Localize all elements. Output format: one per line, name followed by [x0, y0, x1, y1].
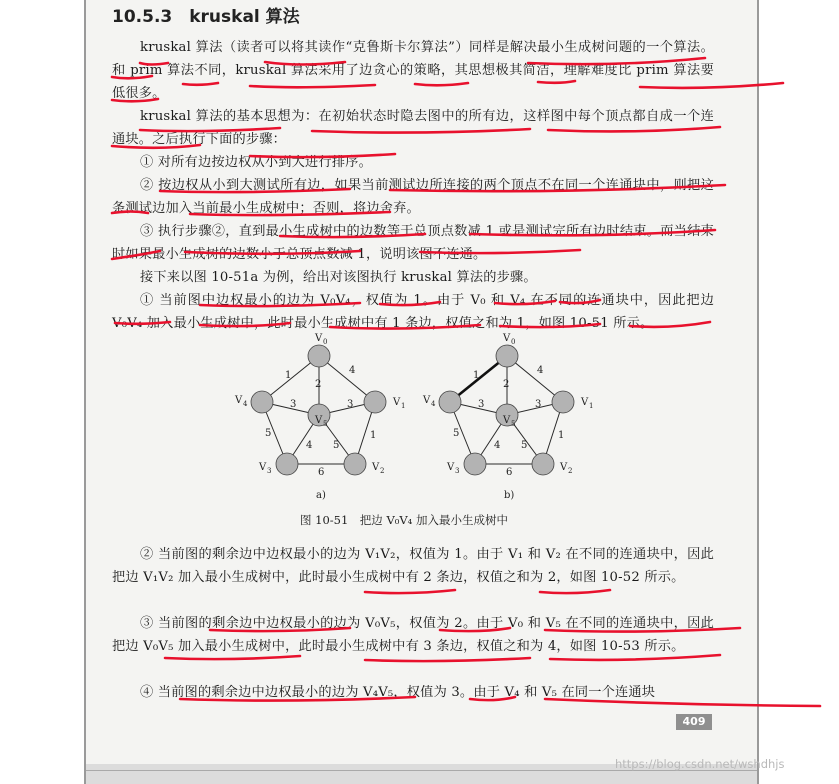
step-3: ③ 执行步骤②，直到最小生成树中的边数等于总顶点数减 1 或是测试完所有边时结束。而当结束时如果最小生成树的边数小于总顶点数减 1，说明该图不连通。	[112, 224, 714, 263]
vertex-subscript: 3	[455, 467, 460, 475]
vertex-subscript: 0	[323, 338, 328, 346]
vertex-label: V	[259, 462, 267, 473]
vertex-label: V	[315, 415, 323, 426]
figure-label-a: a)	[316, 490, 326, 501]
vertex-node	[496, 345, 518, 367]
step-2: ② 按边权从小到大测试所有边，如果当前测试边所连接的两个顶点不在同一个连通块中，则把这条测试边加入当前最小生成树中；否则，将边舍弃。	[112, 178, 714, 217]
edge-weight-label: 1	[285, 370, 292, 381]
vertex-subscript: 0	[511, 338, 516, 346]
vertex-node	[532, 453, 554, 475]
edge-weight-label: 1	[558, 430, 565, 441]
edge-weight-label: 6	[506, 467, 513, 478]
edge-weight-label: 4	[537, 365, 544, 376]
vertex-node	[251, 391, 273, 413]
edge-weight-label: 3	[290, 399, 297, 410]
vertex-node	[439, 391, 461, 413]
example-step-2: ② 当前图的剩余边中边权最小的边为 V₁V₂，权值为 1。由于 V₁ 和 V₂ 在不同的连通块中，因此把边 V₁V₂ 加入最小生成树中，此时最小生成树中有 2 条边，权值之和为 2，如图 10-52 所示。	[112, 547, 714, 586]
vertex-subscript: 4	[243, 400, 248, 408]
vertex-label: V	[315, 333, 323, 344]
vertex-node	[364, 391, 386, 413]
step-1: ① 对所有边按边权从小到大进行排序。	[140, 155, 372, 170]
vertex-label: V	[423, 395, 431, 406]
example-step-1: ① 当前图中边权最小的边为 V₀V₄，权值为 1。由于 V₀ 和 V₄ 在不同的连通块中，因此把边 V₀V₄ 加入最小生成树中，此时最小生成树中有 1 条边，权值之和为 1，如图 10-51 所示。	[112, 293, 714, 332]
watermark: https://blog.csdn.net/wshdhjs	[615, 757, 785, 771]
vertex-label: V	[447, 462, 455, 473]
graph-figure-b	[413, 330, 603, 505]
vertex-label: V	[581, 397, 589, 408]
figure-label-b: b)	[504, 490, 515, 501]
edge-weight-label: 2	[315, 379, 322, 390]
vertex-node	[552, 391, 574, 413]
vertex-subscript: 1	[589, 402, 594, 410]
edge-weight-label: 2	[503, 379, 510, 390]
example-step-4: ④ 当前图的剩余边中边权最小的边为 V₄V₅，权值为 3。由于 V₄ 和 V₅ 在同一个连通块	[140, 685, 656, 700]
paragraph-basic-idea: kruskal 算法的基本思想为：在初始状态时隐去图中的所有边，这样图中每个顶点都自成一个连通块。之后执行下面的步骤：	[112, 109, 714, 148]
vertex-label: V	[560, 462, 568, 473]
edge-weight-label: 1	[473, 370, 480, 381]
vertex-subscript: 2	[568, 467, 573, 475]
vertex-node	[308, 345, 330, 367]
vertex-label: V	[372, 462, 380, 473]
vertex-label: V	[503, 415, 511, 426]
vertex-node	[276, 453, 298, 475]
paragraph-intro: kruskal 算法（读者可以将其读作“克鲁斯卡尔算法”）同样是解决最小生成树问题的一个算法。和 prim 算法不同，kruskal 算法采用了边贪心的策略，其思想极其简洁，理解难度比 prim 算法要低很多。	[112, 40, 714, 102]
edge-weight-label: 3	[478, 399, 485, 410]
vertex-label: V	[393, 397, 401, 408]
edge-weight-label: 5	[453, 428, 460, 439]
edge-weight-label: 4	[494, 440, 501, 451]
graph-figure-a	[225, 330, 415, 505]
example-step-3: ③ 当前图的剩余边中边权最小的边为 V₀V₅，权值为 2。由于 V₀ 和 V₅ 在不同的连通块中，因此把边 V₀V₅ 加入最小生成树中，此时最小生成树中有 3 条边，权值之和为 4，如图 10-53 所示。	[112, 616, 714, 655]
edge-weight-label: 5	[333, 440, 340, 451]
edge-weight-label: 1	[370, 430, 377, 441]
vertex-label: V	[235, 395, 243, 406]
edge-weight-label: 3	[535, 399, 542, 410]
edge-weight-label: 3	[347, 399, 354, 410]
vertex-subscript: 1	[401, 402, 406, 410]
vertex-subscript: 4	[431, 400, 436, 408]
vertex-subscript: 5	[323, 420, 328, 428]
vertex-node	[344, 453, 366, 475]
edge-weight-label: 6	[318, 467, 325, 478]
paragraph-example: 接下来以图 10-51a 为例，给出对该图执行 kruskal 算法的步骤。	[140, 270, 537, 285]
vertex-subscript: 3	[267, 467, 272, 475]
vertex-subscript: 2	[380, 467, 385, 475]
section-title: 10.5.3 kruskal 算法	[112, 7, 300, 27]
edge-weight-label: 5	[265, 428, 272, 439]
vertex-node	[464, 453, 486, 475]
edge-weight-label: 5	[521, 440, 528, 451]
page-shadow-right	[757, 0, 759, 784]
figure-caption: 图 10-51 把边 V₀V₄ 加入最小生成树中	[300, 513, 508, 527]
edge-weight-label: 4	[349, 365, 356, 376]
vertex-subscript: 5	[511, 420, 516, 428]
page-number: 409	[676, 714, 712, 730]
edge-weight-label: 4	[306, 440, 313, 451]
vertex-label: V	[503, 333, 511, 344]
